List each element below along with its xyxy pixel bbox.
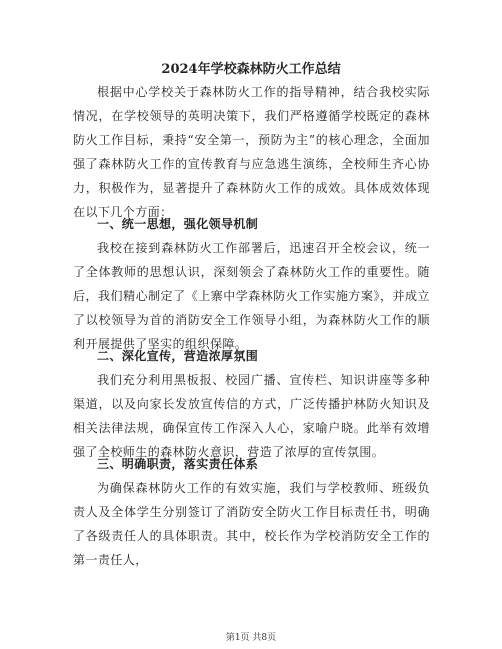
section-body-1: 我校在接到森林防火工作部署后，迅速召开全校会议，统一了全体教师的思想认识，深刻领会了森林防火工作的重要性。随后，我们精心制定了《上寨中学森林防火工作实施方案》，并成立了以校领导为首的消防安全工作领导小组，为森林防火工作的顺利开展提供了坚实的组织保障。 xyxy=(73,241,430,351)
section-heading-1: 一、统一思想，强化领导机制 xyxy=(97,217,259,231)
intro-paragraph: 根据中心学校关于森林防火工作的指导精神，结合我校实际情况，在学校领导的英明决策下，我们严格遵循学校既定的森林防火工作目标，秉持“安全第一，预防为主”的核心理念，全面加强了森林防火工作的宣传教育与应急逃生演练，全校师生齐心协力，积极作为，显著提升了森林防火工作的成效。具体成效体现在以下几个方面： xyxy=(73,85,430,219)
section-body-2: 我们充分利用黑板报、校园广播、宣传栏、知识讲座等多种渠道，以及向家长发放宣传信的方式，广泛传播护林防火知识及相关法律法规，确保宣传工作深入人心，家喻户晓。此举有效增强了全校师生的森林防火意识，营造了浓厚的宣传氛围。 xyxy=(73,373,430,459)
page-footer: 第1页 共8页 xyxy=(225,633,277,643)
section-heading-2: 二、深化宣传，营造浓厚氛围 xyxy=(97,349,259,363)
section-heading-3: 三、明确职责，落实责任体系 xyxy=(97,457,259,471)
document-title: 2024年学校森林防火工作总结 xyxy=(161,62,341,77)
section-body-3: 为确保森林防火工作的有效实施，我们与学校教师、班级负责人及全体学生分别签订了消防安全防火工作目标责任书，明确了各级责任人的具体职责。其中，校长作为学校消防安全工作的第一责任人， xyxy=(73,481,430,567)
